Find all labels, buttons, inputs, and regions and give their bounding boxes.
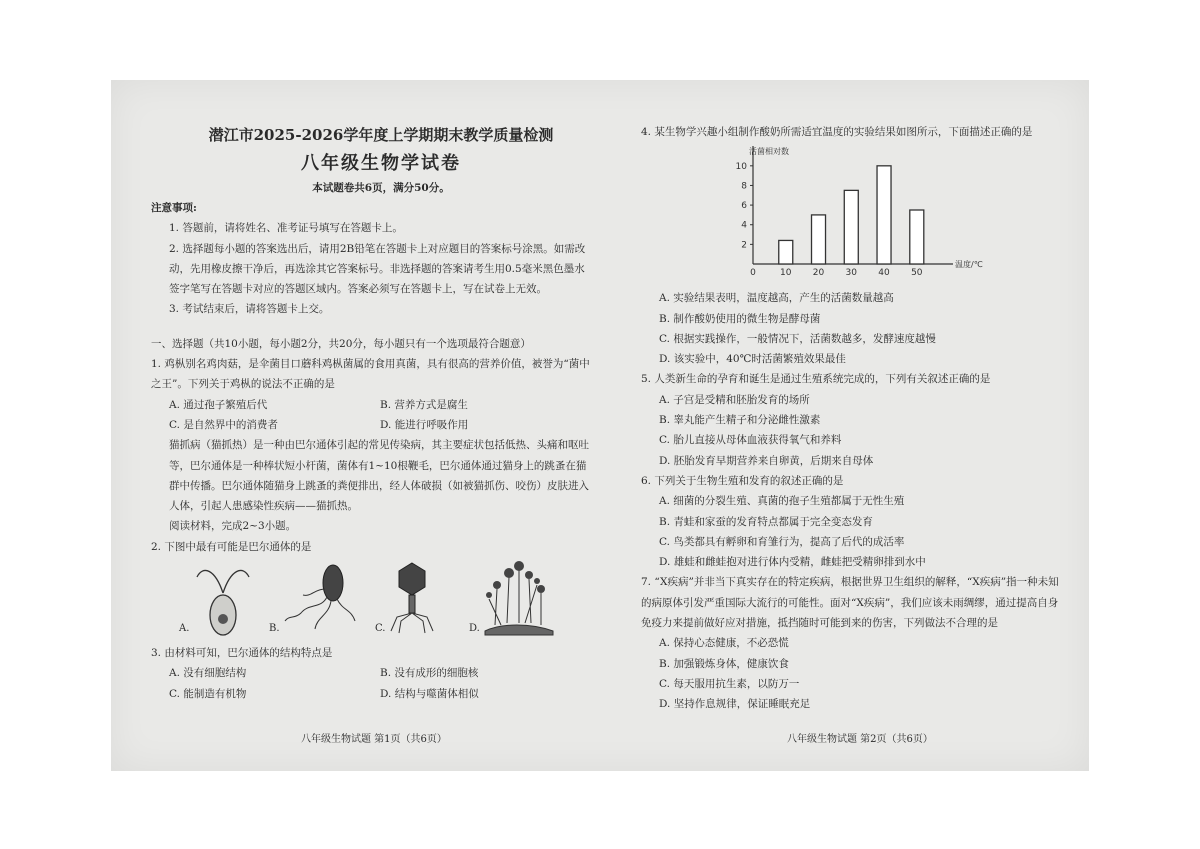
notice-2: 2. 选择题每小题的答案选出后，请用2B铅笔在答题卡上对应题目的答案标号涂黑。如需改动，先用橡皮擦干净后，再选涂其它答案标号。非选择题的答案请考生用0.5毫米黑色墨水签字笔写在答题卡对应的答题区域内。答案必须写在答题卡上，写在试卷上无效。 bbox=[169, 242, 586, 296]
y-tick-label: 2 bbox=[741, 240, 747, 251]
notice-1: 1. 答题前，请将姓名、准考证号填写在答题卡上。 bbox=[169, 222, 403, 235]
option-b: B. 没有成形的细胞核 bbox=[380, 667, 479, 680]
question-5-options bbox=[641, 390, 1059, 471]
option-a: A. 没有细胞结构 bbox=[169, 667, 247, 680]
section-1-heading: 一、选择题（共10小题，每小题2分，共20分，每小题只有一个选项最符合题意） bbox=[151, 337, 531, 350]
x-tick-label: 30 bbox=[845, 268, 858, 279]
question-1: 1. 鸡枞别名鸡肉菇，是伞菌目口蘑科鸡枞菌属的食用真菌，具有很高的营养价值，被誉为“菌中之王”。下列关于鸡枞的说法不正确的是 bbox=[151, 358, 590, 391]
exam-sheet bbox=[111, 80, 1089, 771]
y-tick-label: 6 bbox=[741, 201, 747, 212]
x-tick-label: 50 bbox=[911, 268, 923, 279]
option-d: D. 结构与噬菌体相似 bbox=[380, 687, 479, 700]
option-b: B. 睾丸能产生精子和分泌雌性激素 bbox=[659, 414, 821, 427]
option-a: A. 通过孢子繁殖后代 bbox=[169, 398, 268, 411]
option-d: D. 雄蛙和雌蛙抱对进行体内受精，雌蛙把受精卵排到水中 bbox=[659, 556, 926, 569]
question-6: 6. 下列关于生物生殖和发育的叙述正确的是 bbox=[641, 474, 844, 487]
page-1 bbox=[151, 120, 591, 704]
option-c: C. 根据实践操作，一般情况下，活菌数越多，发酵速度越慢 bbox=[659, 332, 936, 345]
option-b: B. 加强锻炼身体，健康饮食 bbox=[659, 657, 789, 670]
question-1-options bbox=[151, 395, 591, 436]
option-b: B. 青蛙和家蚕的发育特点都属于完全变态发育 bbox=[659, 515, 873, 528]
bar-40 bbox=[877, 166, 891, 264]
option-a: A. 细菌的分裂生殖、真菌的孢子生殖都属于无性生殖 bbox=[659, 495, 905, 508]
figure-d-label: D. bbox=[469, 622, 480, 634]
option-d: D. 该实验中，40℃时活菌繁殖效果最佳 bbox=[659, 353, 846, 366]
option-d: D. 能进行呼吸作用 bbox=[380, 418, 469, 431]
x-tick-label: 10 bbox=[780, 268, 792, 279]
question-5: 5. 人类新生命的孕育和诞生是通过生殖系统完成的，下列有关叙述正确的是 bbox=[641, 373, 991, 386]
question-2: 2. 下图中最有可能是巴尔通体的是 bbox=[151, 540, 312, 553]
reading-hint: 阅读材料，完成2~3小题。 bbox=[169, 520, 297, 533]
option-a: A. 子宫是受精和胚胎发育的场所 bbox=[659, 393, 810, 406]
figure-c-label: C. bbox=[375, 622, 386, 634]
option-d: D. 胚胎发育早期营养来自卵黄，后期来自母体 bbox=[659, 454, 874, 467]
bar-10 bbox=[779, 241, 793, 265]
x-axis-label: 温度/℃ bbox=[955, 260, 983, 270]
flagellate-cell-icon bbox=[193, 559, 253, 637]
question-3-options bbox=[151, 663, 591, 704]
option-c: C. 能制造有机物 bbox=[169, 687, 247, 700]
question-3: 3. 由材料可知，巴尔通体的结构特点是 bbox=[151, 647, 333, 660]
mold-fungus-icon bbox=[481, 559, 556, 637]
question-6-options bbox=[641, 491, 1059, 572]
notice-3: 3. 考试结束后，请将答题卡上交。 bbox=[169, 303, 330, 316]
bacteriophage-icon bbox=[387, 559, 437, 637]
question-7: 7. “X疾病”并非当下真实存在的特定疾病，根据世界卫生组织的解释，“X疾病”指一种未知的病原体引发严重国际大流行的可能性。面对“X疾病”，我们应该未雨绸缪，通过提高自身免疫力来提前做好应对措施，抵挡随时可能到来的伤害，下列做法不合理的是 bbox=[641, 576, 1059, 630]
question-4-options bbox=[641, 288, 1059, 369]
figure-a-label: A. bbox=[179, 622, 190, 634]
y-tick-label: 4 bbox=[741, 221, 747, 232]
page-2 bbox=[641, 122, 1059, 715]
figure-b-label: B. bbox=[269, 622, 280, 634]
option-d: D. 坚持作息规律，保证睡眠充足 bbox=[659, 698, 811, 711]
option-c: C. 是自然界中的消费者 bbox=[169, 418, 278, 431]
bar-20 bbox=[812, 215, 826, 264]
bar-50 bbox=[910, 210, 924, 264]
x-tick-label: 20 bbox=[812, 268, 825, 279]
bacterium-icon bbox=[281, 559, 361, 637]
notice-title: 注意事项: bbox=[151, 202, 197, 214]
option-b: B. 制作酸奶使用的微生物是酵母菌 bbox=[659, 312, 821, 325]
y-tick-label: 10 bbox=[735, 162, 747, 173]
page-1-footer: 八年级生物试题 第1页（共6页） bbox=[301, 734, 447, 745]
option-b: B. 营养方式是腐生 bbox=[380, 398, 468, 411]
question-4: 4. 某生物学兴趣小组制作酸奶所需适宜温度的实验结果如图所示，下面描述正确的是 bbox=[641, 126, 1033, 138]
y-tick-label: 8 bbox=[741, 181, 747, 192]
reading-passage: 猫抓病（猫抓热）是一种由巴尔通体引起的常见传染病，其主要症状包括低热、头痛和呕吐等，巴尔通体是一种棒状短小杆菌，菌体有1~10根鞭毛，巴尔通体通过猫身上的跳蚤在猫群中传播。巴尔通体随猫身上跳蚤的粪便排出，经人体破损（如被猫抓伤、咬伤）皮肤进入人体，引起人患感染性疾病——猫抓热。 bbox=[169, 439, 589, 513]
bar-30 bbox=[844, 191, 858, 265]
x-tick-label: 40 bbox=[878, 268, 890, 279]
option-a: A. 保持心态健康，不必恐慌 bbox=[659, 637, 789, 650]
option-a: A. 实验结果表明，温度越高，产生的活菌数量越高 bbox=[659, 292, 894, 305]
page-2-footer: 八年级生物试题 第2页（共6页） bbox=[787, 734, 933, 745]
temperature-bacteria-chart bbox=[723, 144, 983, 284]
exam-info: 本试题卷共6页，满分50分。 bbox=[312, 182, 450, 194]
option-c: C. 胎儿直接从母体血液获得氧气和养料 bbox=[659, 434, 842, 447]
option-c: C. 每天服用抗生素，以防万一 bbox=[659, 677, 800, 690]
y-axis-label: 活菌相对数 bbox=[749, 147, 789, 157]
option-c: C. 鸟类都具有孵卵和育雏行为，提高了后代的成活率 bbox=[659, 535, 905, 548]
exam-title: 潜江市2025-2026学年度上学期期末教学质量检测 bbox=[208, 126, 554, 144]
question-2-figures bbox=[151, 559, 591, 639]
question-7-options bbox=[641, 633, 1059, 714]
x-tick-label: 0 bbox=[750, 268, 756, 279]
exam-subtitle: 八年级生物学试卷 bbox=[301, 153, 461, 174]
